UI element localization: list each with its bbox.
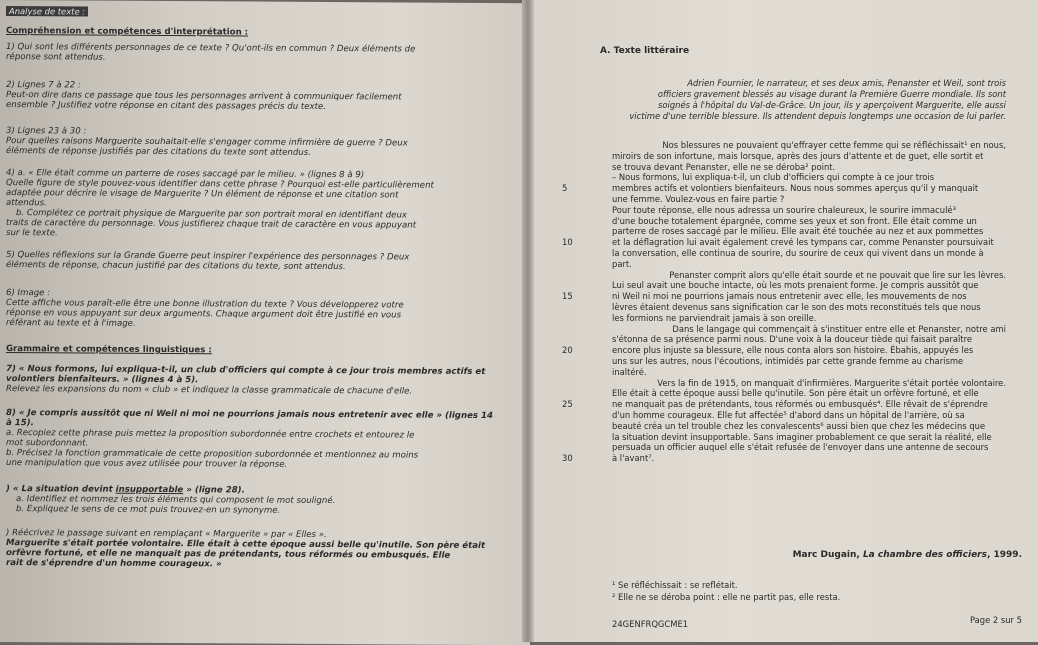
text-line: s'étonna de sa présence parmi nous. D'une voix à la douceur tiède qui faisait paraître bbox=[612, 334, 972, 345]
question-8-line-2: à 15). bbox=[6, 418, 34, 429]
line-number: 15 bbox=[562, 291, 573, 302]
text-line: Vers la fin de 1915, on manquait d'infirmières. Marguerite s'était portée volontaire. bbox=[657, 377, 1006, 388]
question-4-line-3: adaptée pour décrire le visage de Marguerite ? Un élément de réponse et une citation sont bbox=[6, 188, 399, 201]
question-6-label: 6) Image : bbox=[6, 288, 51, 299]
question-8-line-1: 8) « Je compris aussitôt que ni Weil ni moi ne pourrions jamais nous entretenir avec elle » (lignes 14 bbox=[6, 408, 493, 422]
question-8-line-5: b. Précisez la fonction grammaticale de cette proposition subordonnée et mentionnez au moins bbox=[6, 448, 419, 461]
intro-line-4: victime d'une terrible blessure. Ils attendent depuis longtemps une occasion de lui parler. bbox=[629, 111, 1006, 121]
text-line: Elle était à cette époque aussi belle qu'inutile. Son père était un orfèvre fortuné, et elle bbox=[612, 388, 979, 399]
line-number: 30 bbox=[562, 453, 573, 464]
question-4-line-5: b. Complétez ce portrait physique de Marguerite par son portrait moral en identifiant deux bbox=[16, 208, 407, 221]
question-4-line-4: attendus. bbox=[6, 198, 47, 209]
citation: Marc Dugain, La chambre des officiers, 1999. bbox=[792, 550, 1022, 560]
right-page-text bbox=[528, 0, 1038, 642]
line-number: 20 bbox=[562, 345, 573, 356]
text-line: beauté créa un tel trouble chez les convalescents⁶ aussi bien que chez les médecins que bbox=[612, 420, 986, 431]
text-section-title: A. Texte littéraire bbox=[600, 46, 690, 56]
question-10-line-2: Marguerite s'était portée volontaire. Elle était à cette époque aussi belle qu'inutile. Son père était bbox=[6, 538, 486, 551]
text-line: persuada un officier auquel elle s'était refusée de l'envoyer dans une antenne de secours bbox=[612, 442, 989, 453]
question-7-line-2: volontiers bienfaiteurs. » (lignes 4 à 5). bbox=[6, 374, 199, 386]
text-line: uns sur les autres, nous l'écoutions, intimidés par cette grande femme au charisme bbox=[612, 356, 964, 366]
question-9-line-1: ) « La situation devint insupportable » (ligne 28). bbox=[6, 484, 245, 496]
text-line: Penanster comprit alors qu'elle était sourde et ne pouvait que lire sur les lèvres. bbox=[669, 269, 1006, 280]
text-line: une femme. Voulez-vous en faire partie ? bbox=[612, 194, 785, 204]
question-10-line-3: orfèvre fortuné, et elle ne manquait pas de prétendants, tous réformés ou embusqués. Elle bbox=[6, 548, 451, 561]
question-8-line-3: a. Recopiez cette phrase puis mettez la proposition subordonnée entre crochets et entourez le bbox=[6, 428, 415, 441]
question-9-line-3: b. Expliquez le sens de ce mot puis trouvez-en un synonyme. bbox=[16, 504, 281, 516]
question-7-line-1: 7) « Nous formons, lui expliqua-t-il, un club d'officiers qui compte à ce jour trois membres actifs et bbox=[6, 364, 486, 377]
intro-line-3: soignés à l'hôpital du Val-de-Grâce. Un jour, ils y aperçoivent Marguerite, elle aussi bbox=[658, 100, 1006, 110]
text-line: d'une bouche totalement épargnée, comme ses yeux et son front. Elle était comme un bbox=[612, 215, 977, 226]
question-4-line-7: sur le texte. bbox=[6, 228, 58, 239]
exam-code: 24GENFRQGCME1 bbox=[612, 619, 689, 629]
question-3-line-2: éléments de réponse justifiés par des citations du texte sont attendus. bbox=[6, 146, 311, 158]
question-4-line-1: 4) a. « Elle était comme un parterre de roses saccagé par le milieu. » (lignes 8 à 9) bbox=[6, 168, 365, 181]
question-2-label: 2) Lignes 7 à 22 : bbox=[6, 80, 81, 91]
text-line: ni Weil ni moi ne pourrions jamais nous entretenir avec elle, les mouvements de nos bbox=[612, 291, 967, 302]
text-line: à l'avant⁷. bbox=[612, 453, 655, 464]
question-5-line-2: éléments de réponse, chacun justifié par des citations du texte, sont attendus. bbox=[6, 260, 346, 273]
question-4-line-2: Quelle figure de style pouvez-vous identifier dans cette phrase ? Pourquoi est-elle particulièrement bbox=[6, 178, 434, 191]
section-comprehension-title: Compréhension et compétences d'interprétation : bbox=[6, 26, 249, 38]
text-line: et la déflagration lui avait également crevé les tympans car, comme Penanster poursuivait bbox=[612, 237, 994, 248]
question-4-line-6: traits de caractère du personnage. Vous justifierez chaque trait de caractère en vous appuyant bbox=[6, 218, 417, 231]
question-9-line-2: a. Identifiez et nommez les trois éléments qui composent le mot souligné. bbox=[16, 494, 336, 507]
question-10-line-4: rait de s'éprendre d'un homme courageux. » bbox=[6, 558, 222, 570]
question-6-line-1: Cette affiche vous paraît-elle être une bonne illustration du texte ? Vous développerez votre bbox=[6, 298, 404, 311]
footnote-2: ² Elle ne se déroba point : elle ne partit pas, elle resta. bbox=[612, 592, 841, 602]
text-line: d'un homme courageux. Elle fut affectée⁵ d'abord dans un hôpital de l'arrière, où sa bbox=[612, 410, 965, 420]
text-line: la conversation, elle continua de sourire, du sourire de ceux qui vivent dans un monde à bbox=[612, 248, 984, 258]
line-number: 10 bbox=[562, 237, 573, 248]
question-2-line-2: ensemble ? Justifiez votre réponse en citant des passages précis du texte. bbox=[6, 100, 327, 112]
question-3-label: 3) Lignes 23 à 30 : bbox=[6, 126, 87, 137]
question-8-line-4: mot subordonnant. bbox=[6, 438, 89, 449]
question-1-line-2: réponse sont attendus. bbox=[6, 52, 106, 63]
intro-line-2: officiers gravement blessés au visage durant la Première Guerre mondiale. Ils sont bbox=[657, 89, 1006, 99]
text-line: Dans le langage qui commençait à s'instituer entre elle et Penanster, notre ami bbox=[672, 323, 1006, 334]
page-number: Page 2 sur 5 bbox=[969, 615, 1022, 625]
footnote-1: ¹ Se réfléchissait : se reflétait. bbox=[612, 580, 738, 590]
page-fold bbox=[522, 0, 534, 642]
text-line: miroirs de son infortune, mais lorsque, après des jours d'attente et de guet, elle sortit et bbox=[612, 150, 984, 161]
section-grammar-title: Grammaire et compétences linguistiques : bbox=[6, 344, 212, 356]
text-line: la situation devint insupportable. Sans imaginer probablement ce que serait la réalité, elle bbox=[612, 431, 992, 442]
intro-line-1: Adrien Fournier, le narrateur, et ses deux amis, Penanster et Weil, sont trois bbox=[687, 78, 1006, 88]
text-line: encore plus injuste sa blessure, elle nous conta alors son histoire. Ébahis, appuyés les bbox=[612, 345, 974, 356]
question-10-line-1: ) Réécrivez le passage suivant en remplaçant « Marguerite » par « Elles ». bbox=[6, 528, 327, 540]
question-1-line-1: 1) Qui sont les différents personnages de ce texte ? Qu'ont-ils en commun ? Deux éléments de bbox=[6, 42, 416, 55]
line-number: 5 bbox=[562, 183, 568, 194]
text-line: Nos blessures ne pouvaient qu'effrayer cette femme qui se réfléchissait¹ en nous, bbox=[662, 140, 1006, 150]
text-line: membres actifs et volontiers bienfaiteurs. Nous nous sommes aperçus qu'il y manquait bbox=[612, 183, 979, 194]
text-line: les formions ne parviendrait jamais à son oreille. bbox=[612, 312, 817, 323]
question-2-line-1: Peut-on dire dans ce passage que tous les personnages arrivent à communiquer facilement bbox=[6, 90, 402, 103]
text-line: lèvres étaient devenus sans signification car le son des mots reconstitués tels que nous bbox=[612, 302, 981, 312]
question-6-line-2: réponse en vous appuyant sur deux arguments. Chaque argument doit être justifié en vous bbox=[6, 308, 402, 321]
header-tag: Analyse de texte : bbox=[6, 6, 88, 18]
text-line: inaltéré. bbox=[612, 366, 647, 377]
text-line: Pour toute réponse, elle nous adressa un sourire chaleureux, le sourire immaculé³ bbox=[612, 204, 956, 215]
text-line: parterre de roses saccagé par le milieu. Elle avait été touchée au nez et aux pommettes bbox=[612, 226, 984, 237]
text-line: se trouva devant Penanster, elle ne se déroba² point. bbox=[612, 161, 836, 172]
question-5-line-1: 5) Quelles réflexions sur la Grande Guerre peut inspirer l'expérience des personnages ? Deux bbox=[6, 250, 410, 263]
question-6-line-3: référant au texte et à l'image. bbox=[6, 318, 136, 329]
text-line: Lui seul avait une bouche intacte, où les mots prenaient forme. Je compris aussitôt que bbox=[612, 280, 979, 291]
question-8-line-6: une manipulation que vous avez utilisée pour trouver la réponse. bbox=[6, 458, 288, 470]
line-number: 25 bbox=[562, 399, 573, 410]
text-line: part. bbox=[612, 258, 632, 269]
text-line: – Nous formons, lui expliqua-t-il, un club d'officiers qui compte à ce jour trois bbox=[612, 172, 935, 183]
text-line: ne manquait pas de prétendants, tous réformés ou embusqués⁴. Elle rêvait de s'éprendre bbox=[612, 399, 988, 410]
question-3-line-1: Pour quelles raisons Marguerite souhaitait-elle s'engager comme infirmière de guerre ? Deux bbox=[6, 136, 408, 149]
question-7-line-3: Relevez les expansions du nom « club » et indiquez la classe grammaticale de chacune d'elle. bbox=[6, 384, 413, 397]
